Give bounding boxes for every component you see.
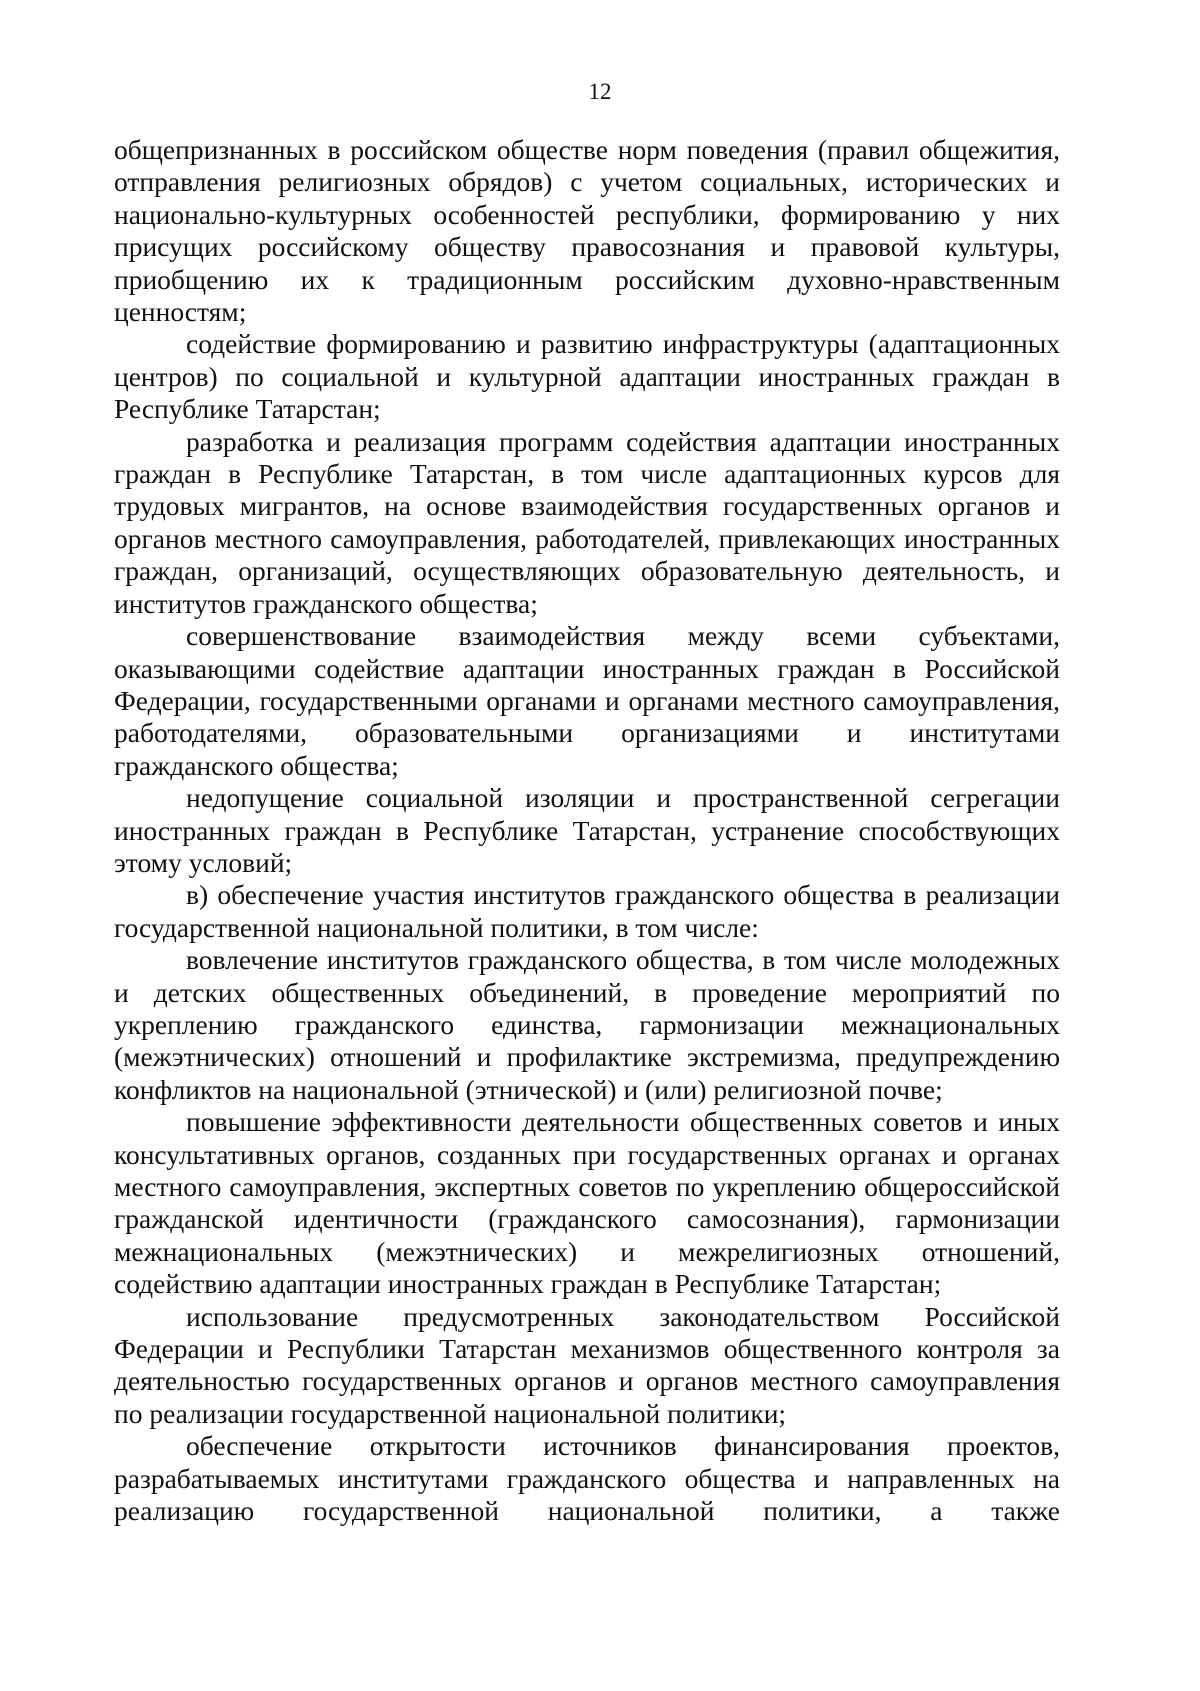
paragraph-continuation: общепризнанных в российском обществе норм поведения (правил общежития, отправления религиозных обрядов) с учетом социальных, исторических и национально-культурных особенностей республики, формированию у них присущих российскому обществу правосознания и правовой культуры, приобщению их к традиционным российским духовно-нравственным ценностям; — [114, 134, 1060, 328]
document-body — [114, 134, 1060, 1527]
paragraph-councils-efficiency: повышение эффективности деятельности общественных советов и иных консультативных органов, созданных при государственных органах и органах местного самоуправления, экспертных советов по укреплению общероссийской гражданской идентичности (гражданского самосознания), гармонизации межнациональных (межэтнических) и межрелигиозных отношений, содействию адаптации иностранных граждан в Республике Татарстан; — [114, 1106, 1060, 1300]
paragraph-civil-society-involvement: вовлечение институтов гражданского общества, в том числе молодежных и детских общественных объединений, в проведение мероприятий по укреплению гражданского единства, гармонизации межнациональных (межэтнических) отношений и профилактике экстремизма, предупреждению конфликтов на национальной (этнической) и (или) религиозной почве; — [114, 944, 1060, 1105]
paragraph-interaction-improvement: совершенствование взаимодействия между всеми субъектами, оказывающими содействие адаптации иностранных граждан в Российской Федерации, государственными органами и органами местного самоуправления, работодателями, образовательными организациями и институтами гражданского общества; — [114, 620, 1060, 781]
paragraph-adaptation-programs: разработка и реализация программ содействия адаптации иностранных граждан в Республике Татарстан, в том числе адаптационных курсов для трудовых мигрантов, на основе взаимодействия государственных органов и органов местного самоуправления, работодателей, привлекающих иностранных граждан, организаций, осуществляющих образовательную деятельность, и институтов гражданского общества; — [114, 425, 1060, 619]
paragraph-civil-society-participation: в) обеспечение участия институтов гражданского общества в реализации государственной национальной политики, в том числе: — [114, 879, 1060, 943]
page-number: 12 — [588, 79, 612, 104]
paragraph-funding-transparency: обеспечение открытости источников финансирования проектов, разрабатываемых институтами гражданского общества и направленных на реализацию государственной национальной политики, а также — [114, 1430, 1060, 1527]
paragraph-adaptation-infrastructure: содействие формированию и развитию инфраструктуры (адаптационных центров) по социальной и культурной адаптации иностранных граждан в Республике Татарстан; — [114, 328, 1060, 425]
paragraph-isolation-prevention: недопущение социальной изоляции и пространственной сегрегации иностранных граждан в Республике Татарстан, устранение способствующих этому условий; — [114, 782, 1060, 878]
paragraph-public-control: использование предусмотренных законодательством Российской Федерации и Республики Татарстан механизмов общественного контроля за деятельностью государственных органов и органов местного самоуправления по реализации государственной национальной политики; — [114, 1300, 1060, 1429]
